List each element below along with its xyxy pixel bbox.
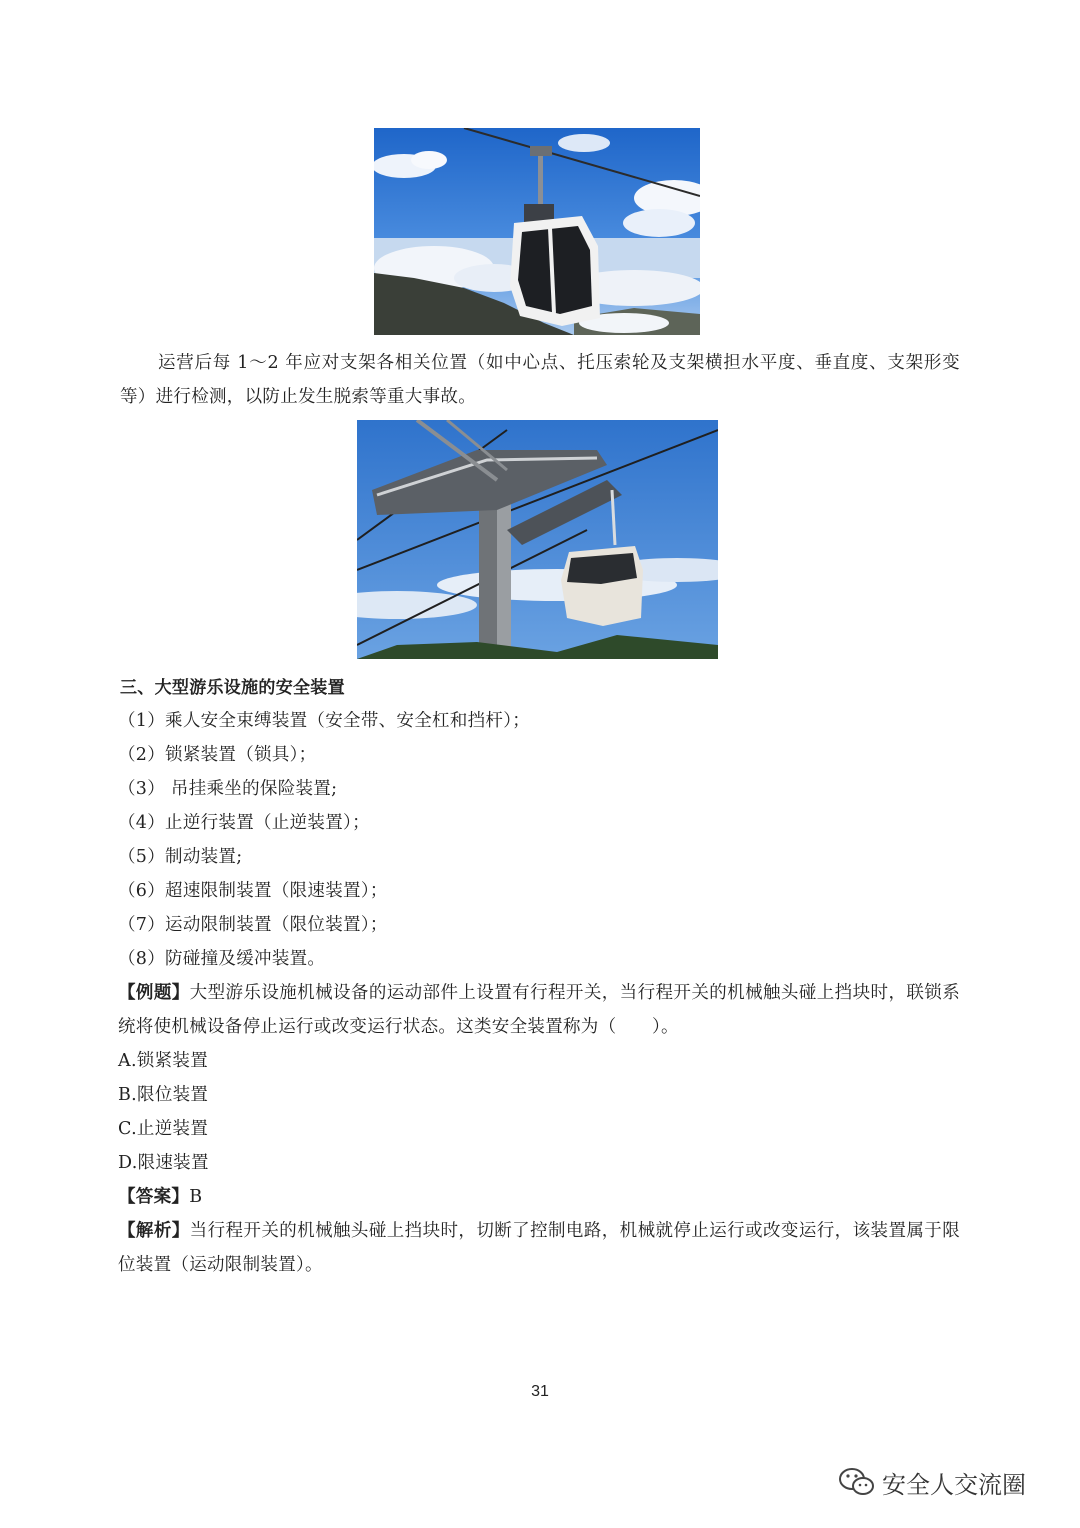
list-item: （1）乘人安全束缚装置（安全带、安全杠和挡杆）；	[118, 711, 531, 731]
example-tag: 【例题】	[118, 983, 190, 1003]
option-a: A.锁紧装置	[118, 1051, 209, 1071]
answer-line	[118, 1180, 202, 1214]
list-item: （7）运动限制装置（限位装置）；	[118, 915, 388, 935]
list-item: （4）止逆行装置（止逆装置）；	[118, 813, 370, 833]
list-item: （6）超速限制装置（限速装置）；	[118, 881, 388, 901]
analysis-text: 当行程开关的机械触头碰上挡块时，切断了控制电路，机械就停止运行或改变运行，该装置属于限位装置（运动限制装置）。	[118, 1221, 960, 1275]
answer-tag: 【答案】	[118, 1187, 190, 1207]
list-item: （5）制动装置;	[118, 847, 243, 867]
watermark-text: 安全人交流圈	[882, 1470, 1026, 1499]
body-paragraph: 运营后每 1～2 年应对支架各相关位置（如中心点、托压索轮及支架横担水平度、垂直度、支架形变等）进行检测，以防止发生脱索等重大事故。	[120, 353, 960, 407]
analysis-tag: 【解析】	[118, 1221, 190, 1241]
section-heading: 三、大型游乐设施的安全装置	[120, 678, 345, 698]
cable-tower-photo	[357, 420, 718, 659]
list-item: （3） 吊挂乘坐的保险装置;	[118, 779, 338, 799]
watermark	[838, 1461, 1026, 1503]
option-d: D.限速装置	[118, 1153, 209, 1173]
analysis-paragraph	[118, 1214, 960, 1282]
page-number: 31	[531, 1383, 549, 1400]
example-text: 大型游乐设施机械设备的运动部件上设置有行程开关，当行程开关的机械触头碰上挡块时，联锁系统将使机械设备停止运行或改变运行状态。这类安全装置称为（ ）。	[118, 983, 960, 1037]
list-item: （8）防碰撞及缓冲装置。	[118, 949, 326, 969]
option-b: B.限位装置	[118, 1085, 209, 1105]
answer-value: B	[189, 1187, 203, 1207]
list-item: （2）锁紧装置（锁具）；	[118, 745, 317, 765]
wechat-icon	[838, 1466, 876, 1498]
example-question	[118, 976, 960, 1044]
option-c: C.止逆装置	[118, 1119, 209, 1139]
gondola-cabin-photo	[374, 128, 700, 335]
